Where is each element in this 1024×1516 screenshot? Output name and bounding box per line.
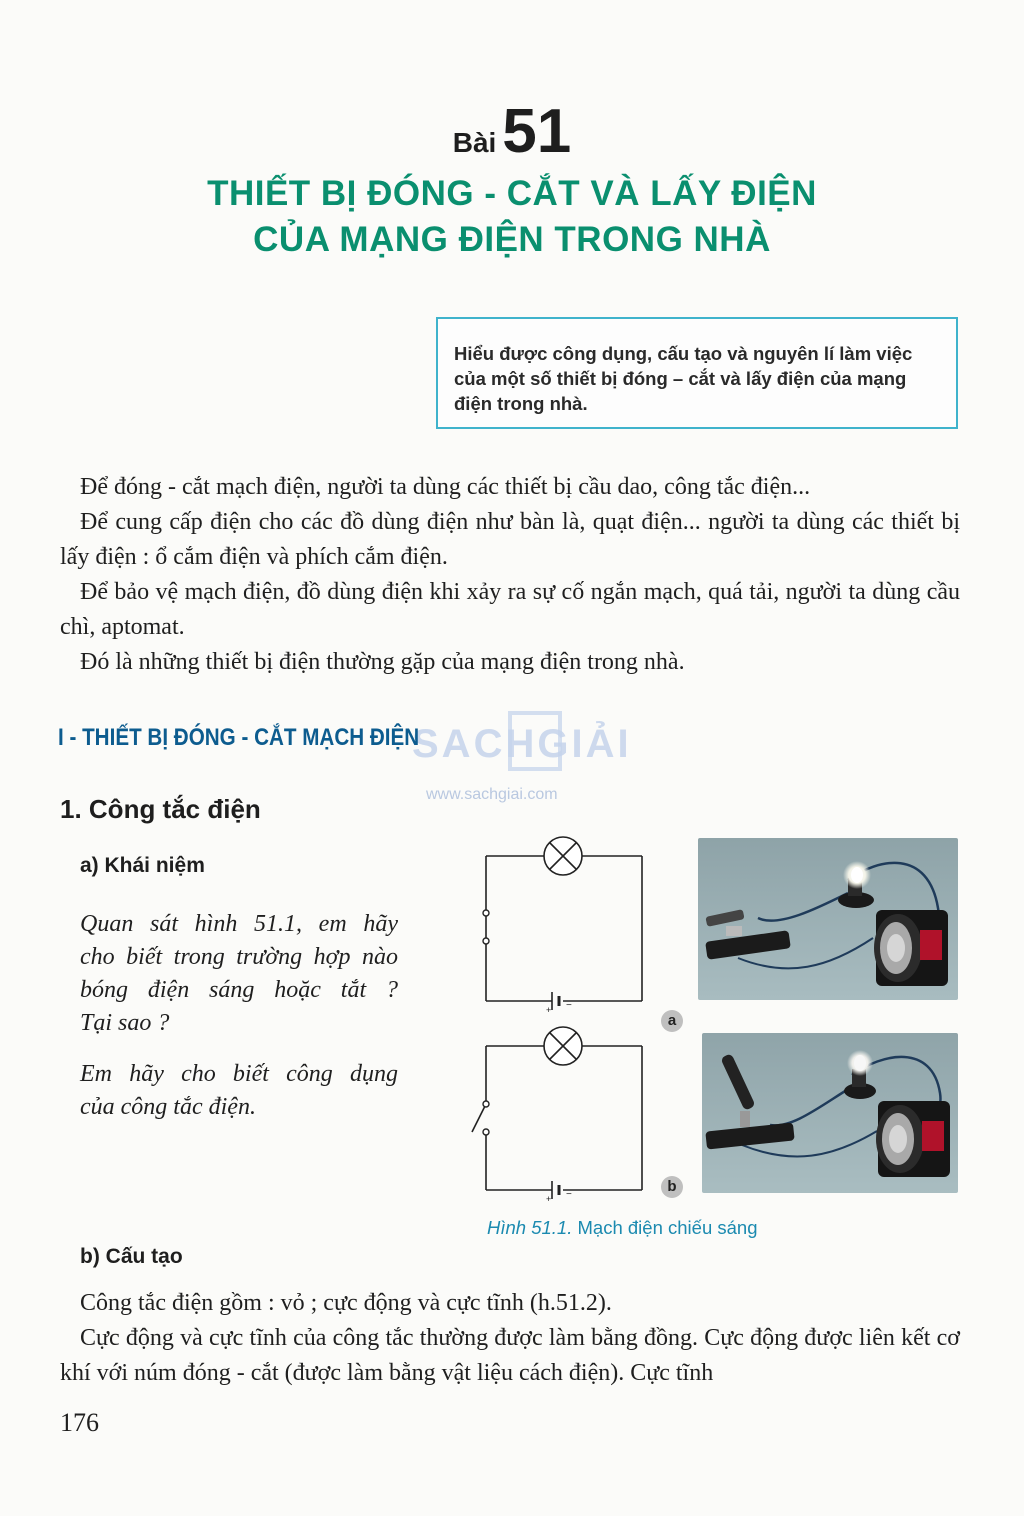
lesson-number: 51 — [502, 97, 572, 166]
watermark-logo: SACHGIẢI — [412, 722, 632, 766]
intro-paragraph-3: Để bảo vệ mạch điện, đồ dùng điện khi xảy ra sự cố ngắn mạch, quá tải, người ta dùng cầu chì, aptomat. — [60, 579, 960, 640]
battery-plus-label: + — [546, 1005, 552, 1015]
intro-paragraph-4: Đó là những thiết bị điện thường gặp của mạng điện trong nhà. — [80, 649, 685, 675]
figure-label-a: a — [661, 1010, 683, 1032]
objective-text: Hiểu được công dụng, cấu tạo và nguyên lí làm việc của một số thiết bị đóng – cắt và lấy điện của mạng điện trong nhà. — [454, 343, 913, 414]
lesson-word: Bài — [452, 127, 497, 158]
structure-paragraph-1: Công tắc điện gồm : vỏ ; cực động và cực tĩnh (h.51.2). — [80, 1290, 612, 1316]
circuit-diagram-a — [470, 836, 656, 1016]
question-1-line-2: cho biết trong trường hợp nào — [80, 944, 398, 970]
question-2-line-1: Em hãy cho biết công dụng — [80, 1061, 398, 1087]
watermark-url: www.sachgiai.com — [426, 786, 558, 803]
objective-box — [436, 317, 958, 429]
page-number: 176 — [60, 1408, 99, 1437]
switch-open-lever — [472, 1104, 486, 1132]
concept-heading: a) Khái niệm — [80, 854, 205, 877]
intro-paragraph-1: Để đóng - cắt mạch điện, người ta dùng các thiết bị cầu dao, công tắc điện... — [80, 474, 811, 500]
figure-caption-text: Mạch điện chiếu sáng — [577, 1217, 758, 1238]
circuit-photo-b — [702, 1033, 958, 1193]
lesson-label — [0, 96, 1024, 167]
switch-terminal-bottom — [483, 938, 489, 944]
battery-minus-label: − — [566, 1189, 572, 1200]
question-2-line-2: của công tắc điện. — [80, 1094, 256, 1120]
switch-terminal-bottom — [483, 1129, 489, 1135]
lesson-title-line-1: THIẾT BỊ ĐÓNG - CẮT VÀ LẤY ĐIỆN — [207, 174, 817, 213]
battery-minus-label: − — [566, 1000, 572, 1011]
section-heading: I - THIẾT BỊ ĐÓNG - CẮT MẠCH ĐIỆN — [58, 724, 420, 751]
switch-terminal-top — [483, 910, 489, 916]
intro-paragraph-2: Để cung cấp điện cho các đồ dùng điện như bàn là, quạt điện... người ta dùng các thiết bị lấy điện : ổ cắm điện và phích cắm điện. — [60, 509, 960, 570]
question-1-line-3: bóng điện sáng hoặc tắt ? — [80, 977, 398, 1003]
switch-terminal-top — [483, 1101, 489, 1107]
circuit-diagram-b — [464, 1022, 656, 1207]
question-1-line-4: Tại sao ? — [80, 1010, 170, 1036]
question-1-line-1: Quan sát hình 51.1, em hãy — [80, 911, 398, 937]
figure-caption-number: Hình 51.1. — [487, 1217, 573, 1238]
figure-caption — [487, 1217, 758, 1239]
structure-paragraph-2: Cực động và cực tĩnh của công tắc thường được làm bằng đồng. Cực động được liên kết cơ khí với núm đóng - cắt (được làm bằng vật liệu cách điện). Cực tĩnh — [60, 1325, 960, 1386]
subsection-heading: 1. Công tắc điện — [60, 794, 261, 824]
battery-plus-label: + — [546, 1194, 552, 1204]
lesson-title-line-2: CỦA MẠNG ĐIỆN TRONG NHÀ — [253, 220, 771, 259]
circuit-photo-a — [698, 838, 958, 1000]
figure-label-b: b — [661, 1176, 683, 1198]
structure-heading: b) Cấu tạo — [80, 1245, 183, 1268]
